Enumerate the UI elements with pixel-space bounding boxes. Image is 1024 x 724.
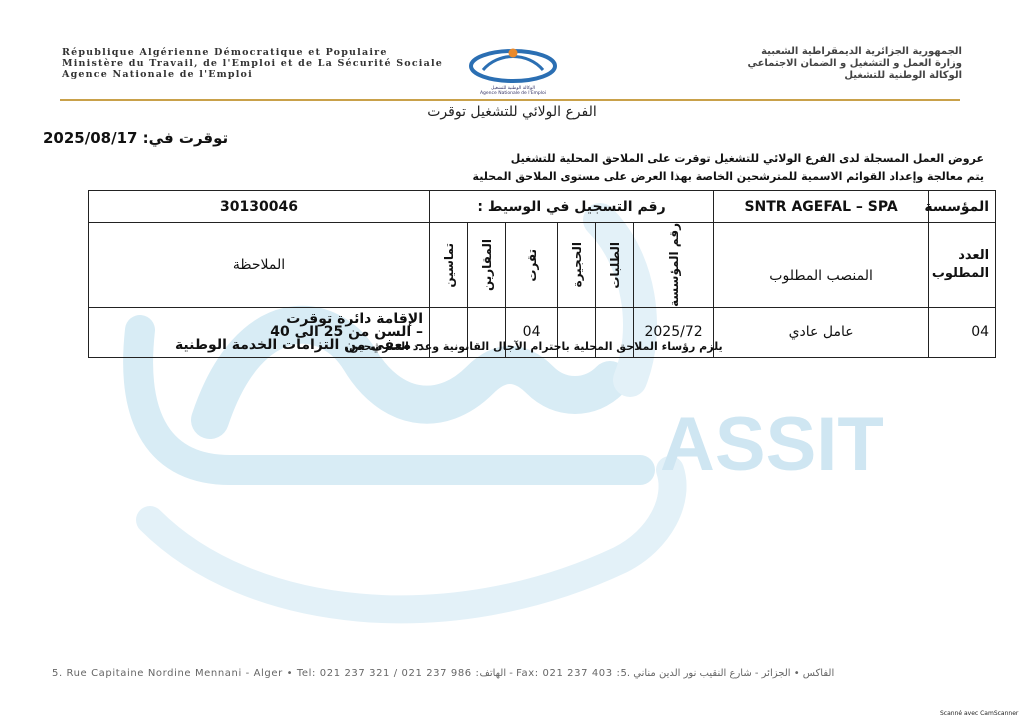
header-requests: الطلبات [607, 241, 622, 289]
footer-address: 5. Rue Capitaine Nordine Mennani - Alger • Tel: 021 237 321 / 021 237 986 :الهاتف - Fax: 021 237 403 :الفاكس • الجزائر - شارع النقيب نور الدين مناني .5 [52, 668, 835, 679]
document-date: توقرت في: 2025/08/17 [43, 129, 229, 147]
cell-touggourt: 04 [506, 307, 558, 357]
scan-note: Scanné avec CamScanner [940, 710, 1019, 717]
header-tamacine: تماسين [441, 242, 456, 288]
cell-company-no: 2025/72 [634, 307, 714, 357]
logo-caption-ar: الوكالة الوطنية للتشغيل [491, 86, 535, 91]
registration-value: 30130046 [89, 191, 430, 223]
footer-note: يلزم رؤساء الملاحق المحلية باحترام الآجال القانونية وعدد المترشحين. [345, 340, 723, 353]
job-offers-table [88, 190, 996, 358]
company-label: المؤسسة [929, 191, 996, 223]
header-touggourt: تقرت [524, 248, 539, 282]
logo-caption-fr: Agence Nationale de l'Emploi [479, 91, 547, 96]
header-count: العدد المطلوب [929, 223, 996, 308]
header-room: الحجيرة [569, 242, 584, 288]
header-ar-agency: الوكالة الوطنية للتشغيل [844, 70, 962, 81]
header-ar-ministry: وزارة العمل و التشغيل و الضمان الاجتماعي [747, 58, 962, 69]
remark-line: – السن من 25 الى 40 [270, 323, 423, 340]
header-fr-agency: Agence Nationale de l'Emploi [62, 69, 253, 80]
header-fr-ministry: Ministère du Travail, de l'Emploi et de La Sécurité Sociale [62, 58, 444, 69]
intro-line-1: عروض العمل المسجلة لدى الفرع الولائي للتشغيل توقرت على الملاحق المحلية للتشغيل [510, 152, 984, 165]
header-french [62, 47, 443, 80]
remark-line: الإقامة دائرة توقرت [286, 310, 423, 327]
remark-line: – معفي من التزامات الخدمة الوطنية [174, 336, 423, 353]
registration-label: رقم التسجيل في الوسيط : [430, 191, 714, 223]
branch-title: الفرع الولائي للتشغيل توقرت [427, 104, 597, 120]
header-divider [60, 99, 960, 101]
logo-caption [448, 86, 578, 96]
cell-count: 04 [929, 307, 996, 357]
intro-line-2: يتم معالجة وإعداد القوائم الاسمية للمترشحين الخاصة بهذا العرض على مستوى الملاحق المحلية [472, 170, 984, 183]
header-megarine: المقارين [479, 238, 494, 291]
company-row [89, 191, 996, 223]
company-value: SNTR AGEFAL – SPA [714, 191, 929, 223]
cell-position: عامل عادي [714, 307, 929, 357]
watermark-text: ASSIT [660, 402, 884, 487]
header-company-no: رقم المؤسسة [666, 223, 681, 307]
header-row [89, 223, 996, 308]
header-position: المنصب المطلوب [714, 223, 929, 308]
header-ar-republic: الجمهورية الجزائرية الديمقراطية الشعبية [761, 46, 962, 57]
header-arabic [747, 46, 962, 82]
header-fr-republic: République Algérienne Démocratique et Populaire [62, 47, 388, 58]
header-remark: الملاحظة [89, 223, 430, 308]
